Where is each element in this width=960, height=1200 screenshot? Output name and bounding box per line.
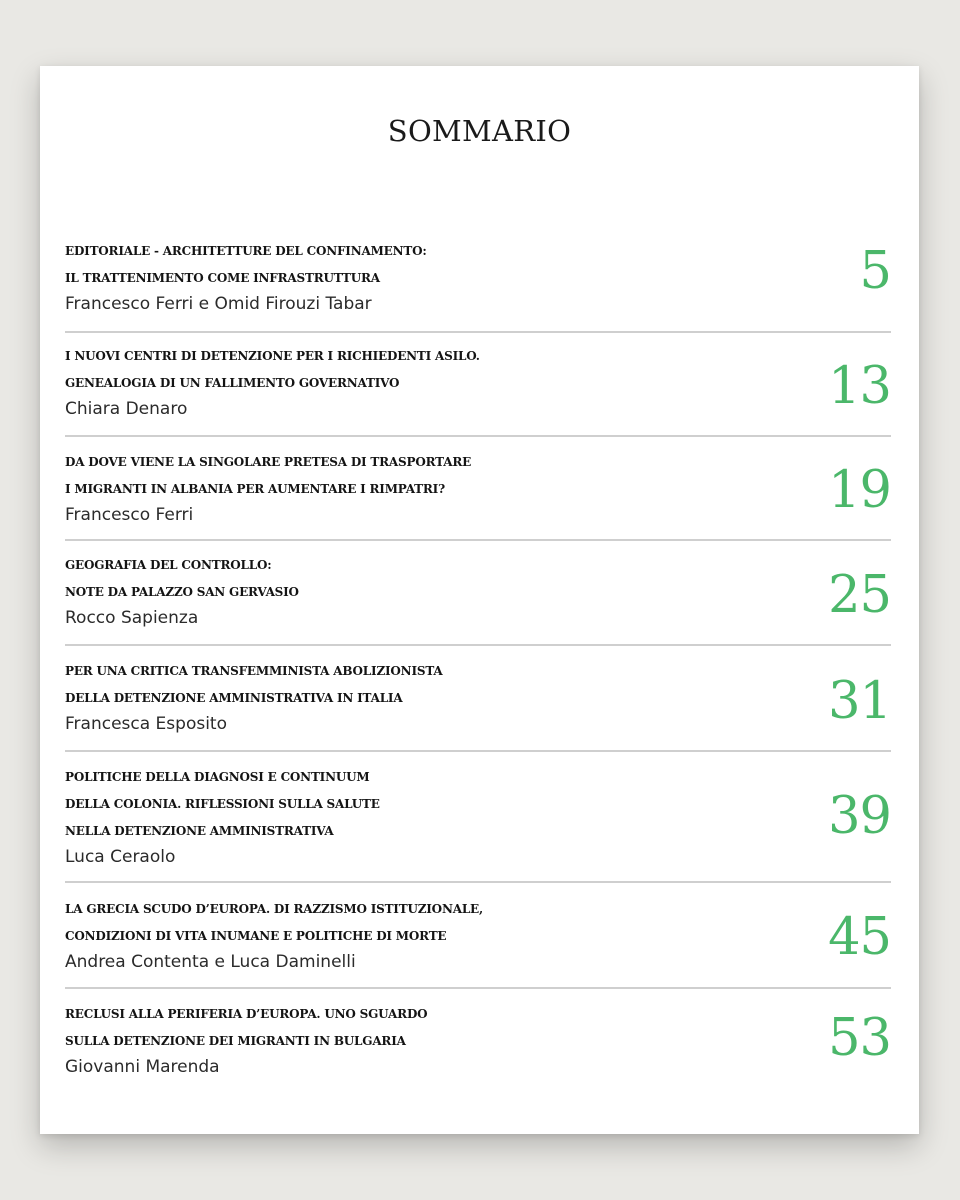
entry-title [65, 552, 891, 606]
entry-title-line: NOTE DA PALAZZO SAN GERVASIO [65, 585, 299, 599]
entry-title [65, 238, 891, 292]
entry-title-line: EDITORIALE - ARCHITETTURE DEL CONFINAMENTO: [65, 244, 427, 258]
divider [65, 539, 891, 541]
entry-author: Francesca Esposito [65, 714, 227, 734]
toc-entry[interactable] [65, 658, 891, 736]
divider [65, 644, 891, 646]
toc-entry[interactable] [65, 449, 891, 527]
entry-title-line: I MIGRANTI IN ALBANIA PER AUMENTARE I RIMPATRI? [65, 482, 445, 496]
document-page [40, 66, 919, 1134]
entry-title-line: DA DOVE VIENE LA SINGOLARE PRETESA DI TRASPORTARE [65, 455, 472, 469]
toc-entry[interactable] [65, 238, 891, 316]
entry-author: Luca Ceraolo [65, 847, 176, 867]
entry-title-line: PER UNA CRITICA TRANSFEMMINISTA ABOLIZIONISTA [65, 664, 443, 678]
entry-title-line: GENEALOGIA DI UN FALLIMENTO GOVERNATIVO [65, 376, 400, 390]
divider [65, 331, 891, 333]
divider [65, 750, 891, 752]
entry-title-line: I NUOVI CENTRI DI DETENZIONE PER I RICHIEDENTI ASILO. [65, 349, 480, 363]
entry-page-number: 19 [828, 461, 891, 520]
entry-title [65, 658, 891, 712]
entry-title [65, 449, 891, 503]
entry-title-line: DELLA DETENZIONE AMMINISTRATIVA IN ITALIA [65, 691, 403, 705]
entry-title-line: IL TRATTENIMENTO COME INFRASTRUTTURA [65, 271, 380, 285]
entry-author: Francesco Ferri e Omid Firouzi Tabar [65, 294, 372, 314]
entry-author: Rocco Sapienza [65, 608, 199, 628]
entry-author: Giovanni Marenda [65, 1057, 220, 1077]
entry-author: Andrea Contenta e Luca Daminelli [65, 952, 356, 972]
entry-title-line: GEOGRAFIA DEL CONTROLLO: [65, 558, 272, 572]
entry-title [65, 1001, 891, 1055]
entry-page-number: 31 [828, 672, 891, 731]
entry-title [65, 764, 891, 845]
divider [65, 987, 891, 989]
entry-page-number: 25 [828, 566, 891, 625]
entry-title-line: RECLUSI ALLA PERIFERIA D’EUROPA. UNO SGUARDO [65, 1007, 428, 1021]
entry-author: Chiara Denaro [65, 399, 188, 419]
toc-entry[interactable] [65, 343, 891, 421]
entry-title-line: SULLA DETENZIONE DEI MIGRANTI IN BULGARIA [65, 1034, 406, 1048]
entry-title-line: CONDIZIONI DI VITA INUMANE E POLITICHE DI MORTE [65, 929, 447, 943]
divider [65, 435, 891, 437]
page-title: SOMMARIO [387, 114, 572, 148]
toc-entry[interactable] [65, 552, 891, 630]
entry-title-line: DELLA COLONIA. RIFLESSIONI SULLA SALUTE [65, 797, 380, 811]
divider [65, 881, 891, 883]
entry-page-number: 39 [828, 787, 891, 846]
toc-entry[interactable] [65, 1001, 891, 1079]
entry-page-number: 45 [828, 908, 891, 967]
toc-entry[interactable] [65, 896, 891, 974]
entry-page-number: 13 [828, 357, 891, 416]
toc-entry[interactable] [65, 764, 891, 869]
entry-title [65, 896, 891, 950]
entry-page-number: 53 [828, 1009, 891, 1068]
entry-title-line: POLITICHE DELLA DIAGNOSI E CONTINUUM [65, 770, 370, 784]
entry-title-line: LA GRECIA SCUDO D’EUROPA. DI RAZZISMO ISTITUZIONALE, [65, 902, 483, 916]
entry-title-line: NELLA DETENZIONE AMMINISTRATIVA [65, 824, 334, 838]
entry-author: Francesco Ferri [65, 505, 194, 525]
entry-title [65, 343, 891, 397]
entry-page-number: 5 [859, 242, 891, 301]
